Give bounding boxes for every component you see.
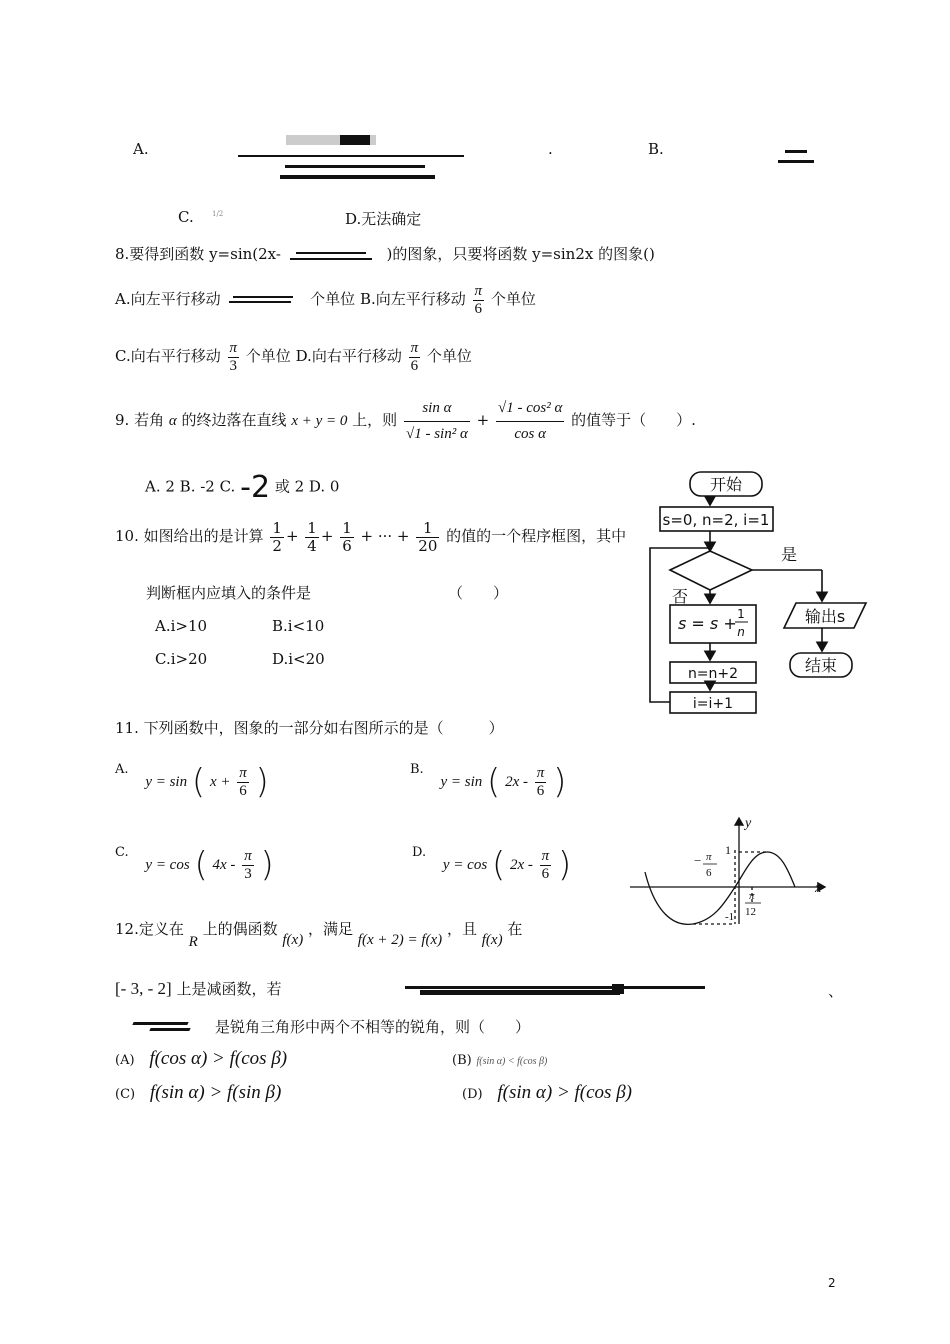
flow-assign-num: 1 xyxy=(737,607,745,621)
q8-option-b-text: 个单位 B.向左平行移动 xyxy=(310,290,466,308)
frac-num: 1 xyxy=(307,519,317,537)
q9-fraction-1 xyxy=(404,400,470,442)
q8-garbled-term xyxy=(286,246,382,264)
graph-neg-sign: − xyxy=(694,853,702,868)
q12-stem-a: 12.定义在 xyxy=(115,920,184,938)
flow-n-text: n=n+2 xyxy=(687,666,739,682)
frac-num: sin α xyxy=(404,400,470,422)
flow-assign-den: n xyxy=(737,625,745,639)
flow-yes-label: 是 xyxy=(781,545,798,564)
q11-option-b-fraction xyxy=(535,765,547,799)
frac-den: √1 - sin² α xyxy=(405,425,468,442)
graph-neg-one-label: -1 xyxy=(725,911,735,923)
q8-option-a-text: A.向左平行移动 xyxy=(115,290,221,308)
q12-option-a xyxy=(115,1048,287,1070)
q11-option-c xyxy=(115,845,274,885)
frac-num: π xyxy=(541,848,550,864)
flow-i-text: i=i+1 xyxy=(692,696,734,712)
q11-option-d xyxy=(412,845,571,885)
q12-stem-f: 上是减函数，若 xyxy=(176,980,282,998)
q9-stem xyxy=(115,400,696,442)
q11-option-b-inner: 2x - xyxy=(505,774,528,790)
paren-right: ) xyxy=(553,762,567,802)
frac-num: 1 xyxy=(272,519,282,537)
frac-num: π xyxy=(239,765,247,781)
q9-options-a: A. 2 B. -2 C. xyxy=(145,477,236,496)
q11-option-c-inner: 4x - xyxy=(212,857,236,873)
frac-den: 6 xyxy=(410,357,419,374)
frac-den: 6 xyxy=(474,300,483,317)
graph-neg-pi: π xyxy=(706,851,712,863)
frac-num: 1 xyxy=(342,519,352,537)
frac-num: π xyxy=(244,848,252,864)
graph-one-label: 1 xyxy=(725,843,731,857)
q7-option-a: A. xyxy=(133,140,149,158)
graph-six: 6 xyxy=(706,867,712,879)
frac-num: π xyxy=(474,283,483,299)
q12-fx: f(x) xyxy=(282,932,304,948)
q9-alpha: α xyxy=(168,413,177,429)
q11-option-d-inner: 2x - xyxy=(509,857,533,873)
q12-option-c-label: (C) xyxy=(115,1087,136,1102)
q12-stem-line2 xyxy=(115,978,281,999)
flow-init-text: s=0, n=2, i=1 xyxy=(662,511,770,529)
q12-option-b-expr: f(sin α) < f(cos β) xyxy=(476,1056,548,1067)
q11-option-b-fn: y = sin xyxy=(440,774,483,790)
q12-option-a-expr: f(cos α) > f(cos β) xyxy=(149,1048,288,1069)
paren-left: ( xyxy=(491,845,506,885)
q9-options-big: -2 xyxy=(240,470,271,505)
q10-option-d: D.i<20 xyxy=(272,650,325,668)
q8-stem-a: 8.要得到函数 y=sin(2x- xyxy=(115,245,281,263)
q10-option-b: B.i<10 xyxy=(272,617,325,635)
paren-right: ) xyxy=(557,845,572,885)
flow-output-text: 输出s xyxy=(804,607,846,626)
q9-options xyxy=(145,470,339,505)
q11-option-c-label: C. xyxy=(115,845,129,860)
q11-option-a-fn: y = sin xyxy=(145,774,188,790)
q11-option-b-label: B. xyxy=(410,762,424,777)
q11-option-a-label: A. xyxy=(115,762,129,777)
q12-option-d-expr: f(sin α) > f(cos β) xyxy=(497,1082,632,1103)
paren-left: ( xyxy=(487,762,501,802)
q12-R: R xyxy=(188,934,198,950)
frac-den: 4 xyxy=(307,536,317,555)
q12-stem-b: 上的偶函数 xyxy=(202,920,278,938)
q10-ellipsis: + ··· + xyxy=(360,527,410,545)
q9-options-b: 或 2 D. 0 xyxy=(274,477,340,496)
q7-option-c-value: 1/2 xyxy=(212,210,224,218)
frac-num: π xyxy=(410,340,419,356)
q7-option-d: D.无法确定 xyxy=(345,210,422,228)
frac-den: 6 xyxy=(239,782,247,799)
q8-option-b-fraction xyxy=(473,283,485,317)
frac-den: cos α xyxy=(514,425,546,442)
q12-option-d xyxy=(462,1082,632,1104)
frac-num: 1 xyxy=(416,520,439,538)
q10-term-last xyxy=(416,520,439,554)
q12-option-c-expr: f(sin α) > f(sin β) xyxy=(149,1082,282,1103)
frac-den: 6 xyxy=(342,536,352,555)
frac-num: π xyxy=(536,765,545,781)
q7-option-c: C. xyxy=(178,208,194,226)
graph-twelve: 12 xyxy=(745,906,756,918)
q8-line-ab xyxy=(115,283,536,317)
paren-left: ( xyxy=(194,845,208,885)
flow-decision-diamond xyxy=(670,551,752,590)
q12-interval: [- 3, - 2] xyxy=(115,979,172,998)
frac-num: √1 - cos² α xyxy=(496,400,564,422)
flow-assign-text: s = s + xyxy=(678,614,737,633)
q10-stem-a: 10. 如图给出的是计算 xyxy=(115,527,264,545)
paren-right: ) xyxy=(255,762,269,802)
q12-option-b xyxy=(452,1050,547,1068)
q10-term-2 xyxy=(305,520,319,554)
q12-fx-2: f(x) xyxy=(481,932,503,948)
q7-dot: . xyxy=(548,140,553,158)
q12-comma: 、 xyxy=(828,982,844,1000)
q11-stem: 11. 下列函数中，图象的一部分如右图所示的是（ ） xyxy=(115,719,504,737)
q8-option-c-fraction xyxy=(228,340,240,374)
frac-den: 6 xyxy=(536,782,545,799)
q12-option-d-label: (D) xyxy=(462,1087,483,1102)
flow-start-text: 开始 xyxy=(709,475,743,494)
sine-graph xyxy=(625,812,840,932)
q9-stem-b: 的终边落在直线 xyxy=(181,411,287,429)
frac-num: π xyxy=(229,340,238,356)
q11-option-c-fraction xyxy=(242,848,254,882)
q12-stem-c: ，满足 xyxy=(308,920,354,938)
flowchart xyxy=(640,462,880,734)
q10-option-a: A.i>10 xyxy=(155,617,208,635)
q12-option-b-label: (B) xyxy=(452,1053,472,1068)
frac-den: 3 xyxy=(244,865,252,882)
q10-term-1 xyxy=(270,520,284,554)
q9-stem-c: 上，则 xyxy=(352,411,398,429)
q9-line-eq: x + y = 0 xyxy=(291,413,348,429)
q9-fraction-2 xyxy=(496,400,564,442)
q8-line-cd xyxy=(115,340,472,374)
q8-option-c-text: C.向右平行移动 xyxy=(115,347,221,365)
frac-den: 20 xyxy=(418,536,438,555)
sine-curve xyxy=(645,852,795,924)
q8-option-d-unit: 个单位 xyxy=(426,347,472,365)
q11-option-d-fraction xyxy=(540,848,552,882)
q12-stem-d: ，且 xyxy=(446,920,477,938)
q12-stem-e: 在 xyxy=(507,920,523,938)
graph-x-label: x xyxy=(815,881,822,896)
q8-stem-b: )的图象，只要将函数 y=sin2x 的图象() xyxy=(386,245,655,263)
q11-option-b xyxy=(410,762,566,802)
graph-pi: π xyxy=(749,890,755,902)
q10-stem: 10. 如图给出的是计算 $\frac{1}{2}$ + $\frac{1}{4}$ + $\frac{1}{6}$ + ··· + $\frac{1}{20}$ 的值的一个程序框图，其中 xyxy=(115,519,627,555)
frac-den: 3 xyxy=(229,357,237,374)
q8-stem xyxy=(115,243,655,264)
q7-option-b: B. xyxy=(648,140,664,158)
q10-stem-c: 判断框内应填入的条件是 xyxy=(146,584,312,602)
q9-plus: + xyxy=(476,411,490,429)
q8-option-d-text: 个单位 D.向右平行移动 xyxy=(245,347,402,365)
page-number: 2 xyxy=(828,1276,836,1290)
paren-right: ) xyxy=(260,845,274,885)
q12-eq: f(x + 2) = f(x) xyxy=(357,932,443,948)
q8-option-a-garbled xyxy=(225,291,305,309)
flow-end-text: 结束 xyxy=(804,656,838,675)
graph-y-label: y xyxy=(745,816,752,831)
paren-left: ( xyxy=(191,762,206,802)
q11-option-d-fn: y = cos xyxy=(442,857,488,873)
q9-stem-d: 的值等于（ ）. xyxy=(571,411,696,429)
q10-paren: （ ） xyxy=(448,584,509,602)
q11-option-a-fraction xyxy=(237,765,249,799)
frac-den: 2 xyxy=(272,536,282,555)
q9-stem-a: 9. 若角 xyxy=(115,411,165,429)
q8-option-b-unit: 个单位 xyxy=(490,290,536,308)
q12-option-c xyxy=(115,1082,281,1104)
q10-stem-b: 的值的一个程序框图，其中 xyxy=(446,527,627,545)
q10-term-3 xyxy=(340,520,354,554)
flow-no-label: 否 xyxy=(672,587,689,606)
frac-den: 6 xyxy=(541,865,550,882)
q11-option-d-label: D. xyxy=(412,845,427,860)
q12-stem-line1 xyxy=(115,918,523,950)
q11-option-a-inner: x + xyxy=(209,774,231,790)
q11-option-a xyxy=(115,762,269,802)
q10-option-c: C.i>20 xyxy=(155,650,208,668)
q11-option-c-fn: y = cos xyxy=(145,857,190,873)
q12-stem-g: 是锐角三角形中两个不相等的锐角，则（ ） xyxy=(215,1018,531,1036)
q12-option-a-label: (A) xyxy=(115,1053,135,1068)
q8-option-d-fraction xyxy=(409,340,421,374)
